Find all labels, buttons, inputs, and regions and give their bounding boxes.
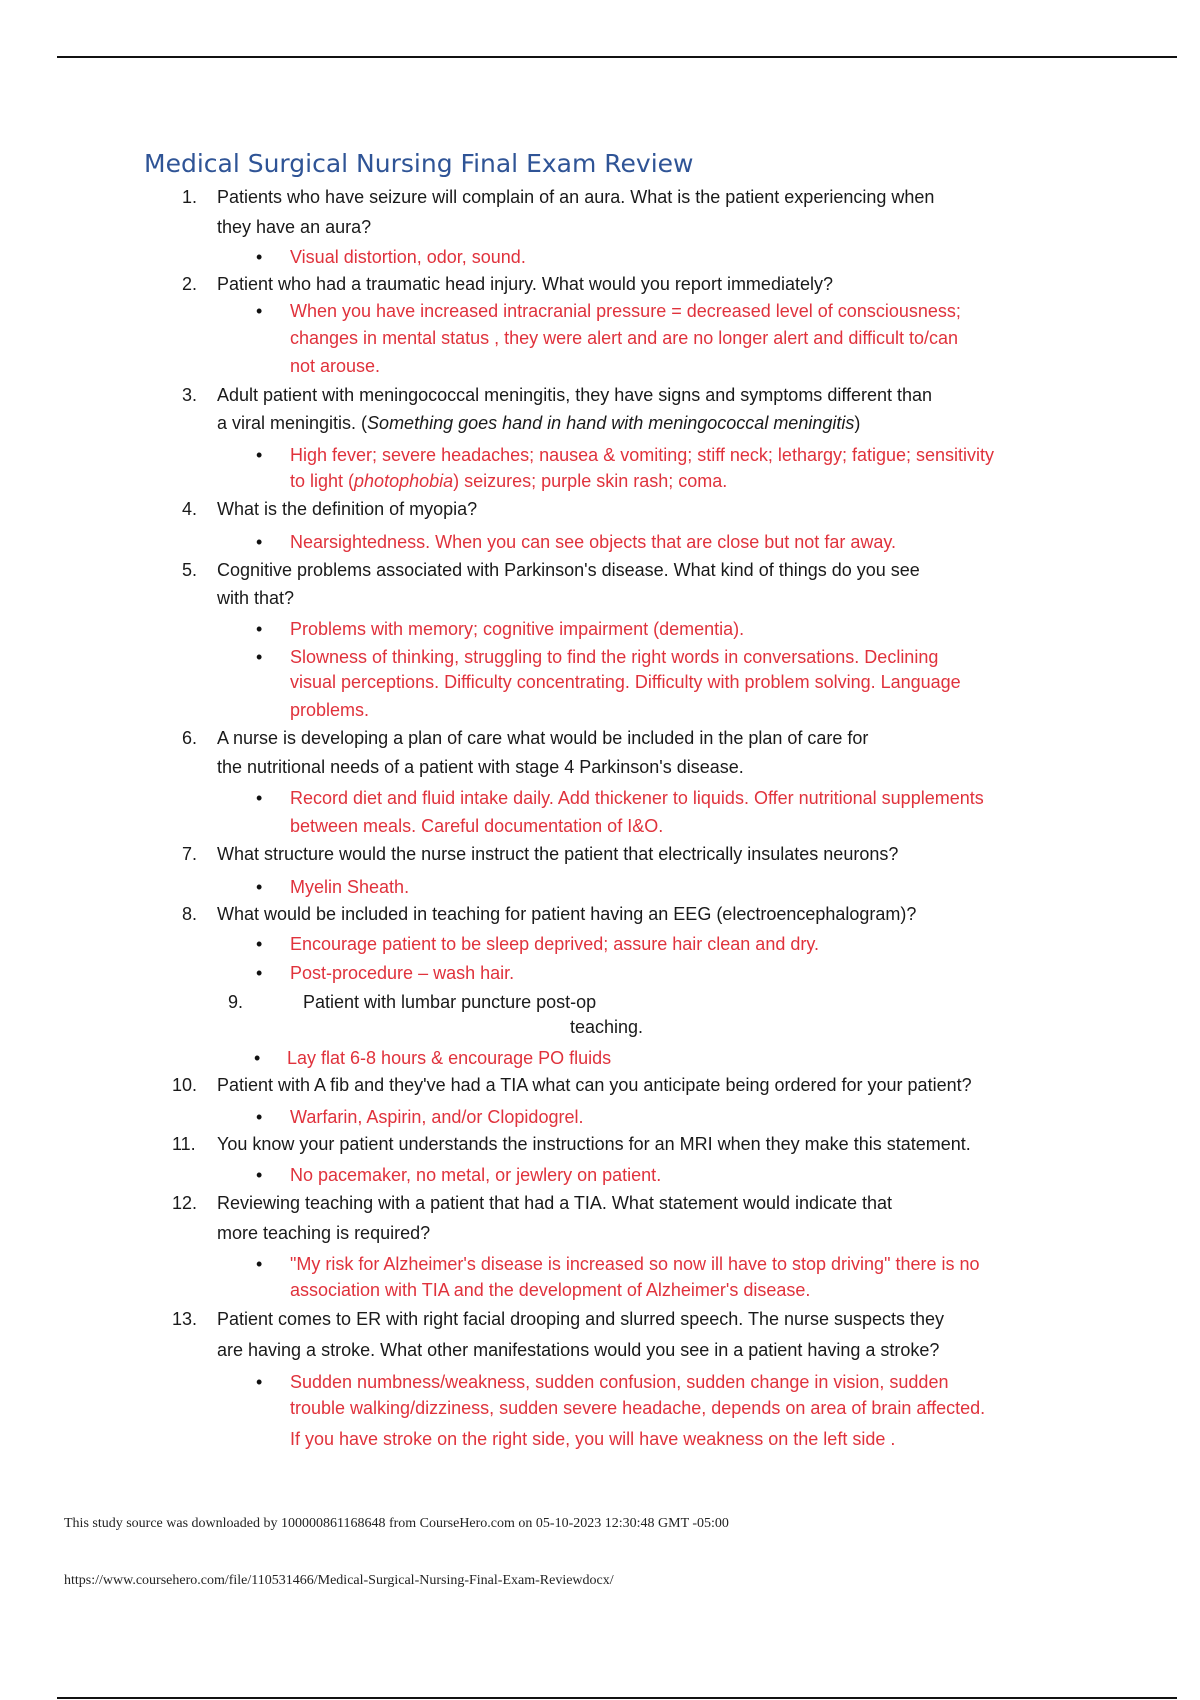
question-text-line: What would be included in teaching for patient having an EEG (electroencephalogram)? [217, 904, 917, 924]
question-text-line: What structure would the nurse instruct the patient that electrically insulates neurons? [217, 844, 899, 864]
answer-text-line: Visual distortion, odor, sound. [290, 247, 526, 267]
question-text-line: more teaching is required? [217, 1223, 431, 1243]
text: to light ( [290, 471, 355, 491]
bullet-icon: • [256, 247, 263, 267]
bullet-icon: • [256, 445, 263, 465]
bullet-icon: • [256, 934, 263, 954]
question-text-line: You know your patient understands the instructions for an MRI when they make this statement. [217, 1134, 971, 1154]
question-text-line: Patient who had a traumatic head injury. What would you report immediately? [217, 274, 833, 294]
answer-text-line: Record diet and fluid intake daily. Add thickener to liquids. Offer nutritional supplements [290, 788, 984, 808]
question-text-line: What is the definition of myopia? [217, 499, 478, 519]
question-text-line: the nutritional needs of a patient with stage 4 Parkinson's disease. [217, 757, 744, 777]
answer-text-line: Problems with memory; cognitive impairment (dementia). [290, 619, 745, 639]
top-rule [57, 56, 1177, 58]
question-text-line: with that? [217, 588, 295, 608]
text: ) seizures; purple skin rash; coma. [453, 471, 728, 491]
answer-text-line: Nearsightedness. When you can see objects that are close but not far away. [290, 532, 897, 552]
answer-text-line: When you have increased intracranial pressure = decreased level of consciousness; [290, 301, 961, 321]
question-number: 11. [172, 1134, 196, 1154]
question-number: 8. [182, 904, 198, 924]
question-number: 7. [182, 844, 198, 864]
answer-text-line: Warfarin, Aspirin, and/or Clopidogrel. [290, 1107, 584, 1127]
italic-note: Something goes hand in hand with meningococcal meningitis [367, 413, 855, 433]
question-text-line: they have an aura? [217, 217, 372, 237]
question-number: 2. [182, 274, 198, 294]
question-number: 1. [182, 187, 198, 207]
question-number: 5. [182, 560, 198, 580]
answer-text-line: High fever; severe headaches; nausea & vomiting; stiff neck; lethargy; fatigue; sensitivity [290, 445, 995, 465]
bullet-icon: • [256, 877, 263, 897]
question-number: 9. [228, 992, 244, 1012]
question-text-line: Patients who have seizure will complain of an aura. What is the patient experiencing when [217, 187, 935, 207]
question-text-line: teaching. [569, 1017, 643, 1037]
answer-text-line: not arouse. [290, 356, 381, 376]
bullet-icon: • [256, 963, 263, 983]
bottom-rule [57, 1697, 1177, 1699]
answer-text-line: Lay flat 6-8 hours & encourage PO fluids [287, 1048, 612, 1068]
answer-text-line: If you have stroke on the right side, you will have weakness on the left side . [290, 1429, 896, 1449]
bullet-icon: • [256, 532, 263, 552]
bullet-icon: • [256, 301, 263, 321]
source-url[interactable]: https://www.coursehero.com/file/110531466/Medical-Surgical-Nursing-Final-Exam-Reviewdocx/ [64, 1573, 614, 1588]
answer-text-line: problems. [290, 700, 370, 720]
question-text-line: Cognitive problems associated with Parkinson's disease. What kind of things do you see [217, 560, 920, 580]
question-text-line: are having a stroke. What other manifestations would you see in a patient having a stroke? [217, 1340, 940, 1360]
answer-text-line [290, 469, 727, 493]
bullet-icon: • [256, 788, 263, 808]
text: a viral meningitis. ( [217, 413, 368, 433]
answer-text-line: between meals. Careful documentation of I&O. [290, 816, 664, 836]
question-number: 12. [172, 1193, 198, 1213]
question-number: 3. [182, 385, 198, 405]
document-title: Medical Surgical Nursing Final Exam Review [144, 149, 694, 178]
bullet-icon: • [256, 619, 263, 639]
bullet-icon: • [254, 1048, 261, 1068]
bullet-icon: • [256, 1107, 263, 1127]
answer-text-line: No pacemaker, no metal, or jewlery on patient. [290, 1165, 662, 1185]
question-number: 6. [182, 728, 198, 748]
answer-text-line: visual perceptions. Difficulty concentrating. Difficulty with problem solving. Language [290, 672, 961, 692]
answer-text-line: association with TIA and the development of Alzheimer's disease. [290, 1280, 811, 1300]
text: ) [854, 413, 861, 433]
question-text-line: Patient comes to ER with right facial drooping and slurred speech. The nurse suspects they [217, 1309, 945, 1329]
question-number: 4. [182, 499, 198, 519]
bullet-icon: • [256, 1254, 263, 1274]
bullet-icon: • [256, 1165, 263, 1185]
question-text-line: Reviewing teaching with a patient that had a TIA. What statement would indicate that [217, 1193, 893, 1213]
question-text-line [217, 411, 860, 435]
answer-text-line: Slowness of thinking, struggling to find the right words in conversations. Declining [290, 647, 939, 667]
question-number: 13. [172, 1309, 198, 1329]
bullet-icon: • [256, 1372, 263, 1392]
answer-text-line: Sudden numbness/weakness, sudden confusion, sudden change in vision, sudden [290, 1372, 949, 1392]
question-text-line: Patient with A fib and they've had a TIA what can you anticipate being ordered for your patient? [217, 1075, 972, 1095]
answer-text-line: Post-procedure – wash hair. [290, 963, 515, 983]
question-text-line: Adult patient with meningococcal meningitis, they have signs and symptoms different than [217, 385, 933, 405]
answer-text-line: changes in mental status , they were alert and are no longer alert and difficult to/can [290, 328, 959, 348]
answer-text-line: Myelin Sheath. [290, 877, 410, 897]
answer-text-line: Encourage patient to be sleep deprived; assure hair clean and dry. [290, 934, 820, 954]
italic-term: photophobia [354, 471, 454, 491]
question-text-line: Patient with lumbar puncture post-op [303, 992, 597, 1012]
question-number: 10. [172, 1075, 198, 1095]
answer-text-line: trouble walking/dizziness, sudden severe headache, depends on area of brain affected. [290, 1398, 986, 1418]
download-note: This study source was downloaded by 100000861168648 from CourseHero.com on 05-10-2023 12:30:48 GMT -05:00 [64, 1516, 729, 1531]
question-text-line: A nurse is developing a plan of care what would be included in the plan of care for [217, 728, 869, 748]
answer-text-line: "My risk for Alzheimer's disease is increased so now ill have to stop driving" there is no [290, 1254, 980, 1274]
bullet-icon: • [256, 647, 263, 667]
